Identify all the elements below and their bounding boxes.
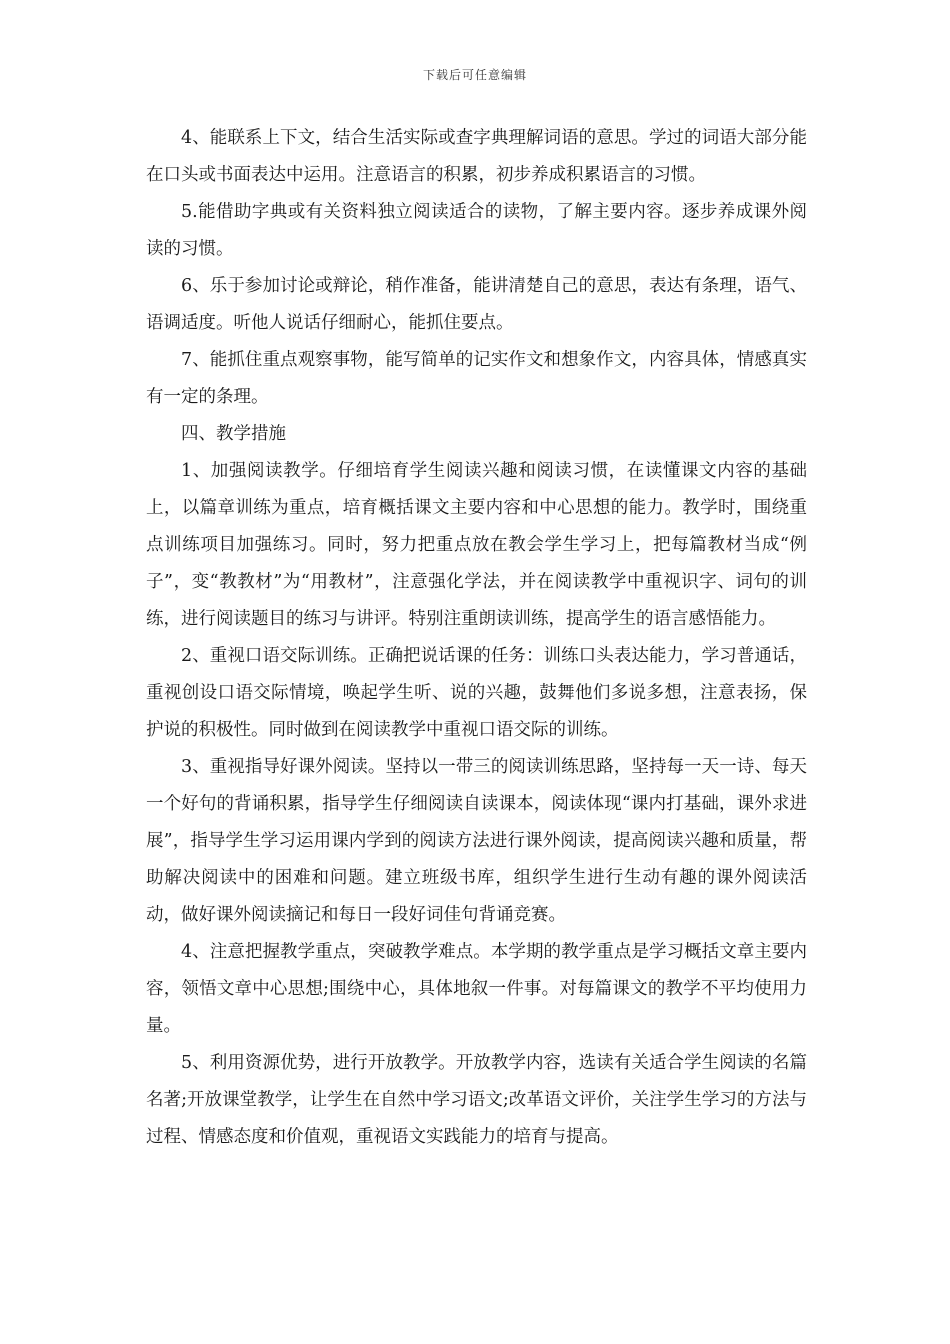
document-body [146, 120, 807, 1156]
section-heading-teaching-measures: 四、教学措施 [181, 424, 286, 444]
paragraph-measure-3: 3、重视指导好课外阅读。坚持以一带三的阅读训练思路，坚持每一天一诗、每天一个好句的背诵积累，指导学生仔细阅读自读课本，阅读体现“课内打基础，课外求进展”，指导学生学习运用课内学到的阅读方法进行课外阅读，提高阅读兴趣和质量，帮助解决阅读中的困难和问题。建立班级书库，组织学生进行生动有趣的课外阅读活动，做好课外阅读摘记和每日一段好词佳句背诵竞赛。 [146, 757, 807, 925]
paragraph-goal-6: 6、乐于参加讨论或辩论，稍作准备，能讲清楚自己的意思，表达有条理，语气、语调适度。听他人说话仔细耐心，能抓住要点。 [146, 276, 807, 333]
paragraph-measure-4: 4、注意把握教学重点，突破教学难点。本学期的教学重点是学习概括文章主要内容，领悟文章中心思想;围绕中心，具体地叙一件事。对每篇课文的教学不平均使用力量。 [146, 942, 807, 1036]
paragraph-goal-7: 7、能抓住重点观察事物，能写简单的记实作文和想象作文，内容具体，情感真实有一定的条理。 [146, 350, 807, 407]
paragraph-measure-1: 1、加强阅读教学。仔细培育学生阅读兴趣和阅读习惯，在读懂课文内容的基础上，以篇章训练为重点，培育概括课文主要内容和中心思想的能力。教学时，围绕重点训练项目加强练习。同时，努力把重点放在教会学生学习上，把每篇教材当成“例子”，变“教教材”为“用教材”，注意强化学法，并在阅读教学中重视识字、词句的训练，进行阅读题目的练习与讲评。特别注重朗读训练，提高学生的语言感悟能力。 [146, 461, 807, 629]
paragraph-measure-5: 5、利用资源优势，进行开放教学。开放教学内容，选读有关适合学生阅读的名篇名著;开放课堂教学，让学生在自然中学习语文;改革语文评价，关注学生学习的方法与过程、情感态度和价值观，重视语文实践能力的培育与提高。 [146, 1053, 807, 1147]
paragraph-goal-4: 4、能联系上下文，结合生活实际或查字典理解词语的意思。学过的词语大部分能在口头或书面表达中运用。注意语言的积累，初步养成积累语言的习惯。 [146, 128, 807, 185]
header-note: 下载后可任意编辑 [422, 68, 527, 82]
paragraph-measure-2: 2、重视口语交际训练。正确把说话课的任务：训练口头表达能力，学习普通话，重视创设口语交际情境，唤起学生听、说的兴趣，鼓舞他们多说多想，注意表扬，保护说的积极性。同时做到在阅读教学中重视口语交际的训练。 [146, 646, 807, 740]
paragraph-goal-5: 5.能借助字典或有关资料独立阅读适合的读物，了解主要内容。逐步养成课外阅读的习惯。 [146, 202, 807, 259]
